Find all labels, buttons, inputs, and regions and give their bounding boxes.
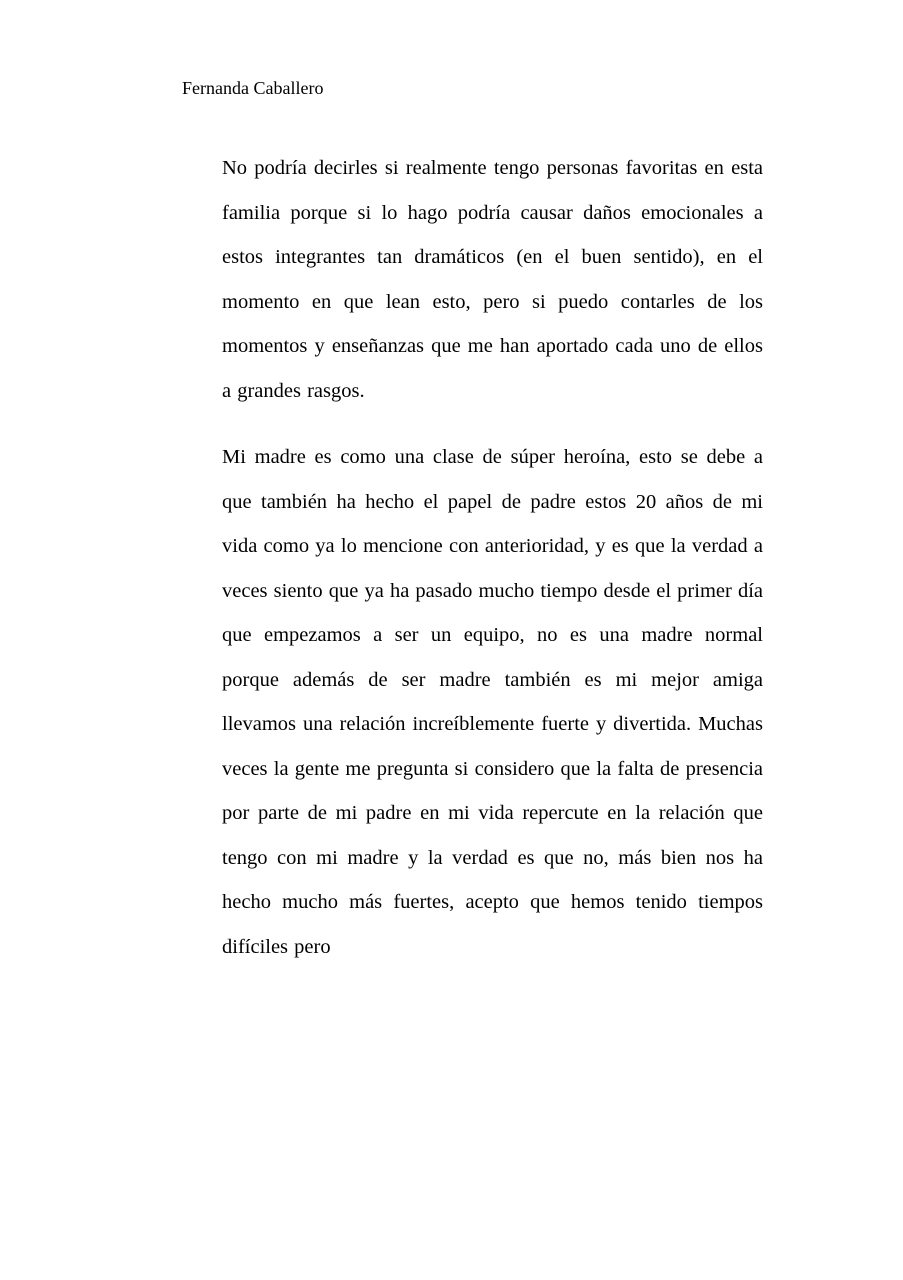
page-header-author: Fernanda Caballero	[182, 78, 324, 98]
paragraph: Mi madre es como una clase de súper heroína, esto se debe a que también ha hecho el papel de padre estos 20 años de mi vida como ya lo mencione con anterioridad, y es que la verdad a veces siento que ya ha pasado mucho tiempo desde el primer día que empezamos a ser un equipo, no es una madre normal porque además de ser madre también es mi mejor amiga llevamos una relación increíblemente fuerte y divertida. Muchas veces la gente me pregunta si considero que la falta de presencia por parte de mi padre en mi vida repercute en la relación que tengo con mi madre y la verdad es que no, más bien nos ha hecho mucho más fuertes, acepto que hemos tenido tiempos difíciles pero	[222, 446, 763, 958]
paragraph: No podría decirles si realmente tengo personas favoritas en esta familia porque si lo hago podría causar daños emocionales a estos integrantes tan dramáticos (en el buen sentido), en el momento en que lean esto, pero si puedo contarles de los momentos y enseñanzas que me han aportado cada uno de ellos a grandes rasgos.	[222, 157, 763, 402]
document-body	[222, 146, 763, 991]
